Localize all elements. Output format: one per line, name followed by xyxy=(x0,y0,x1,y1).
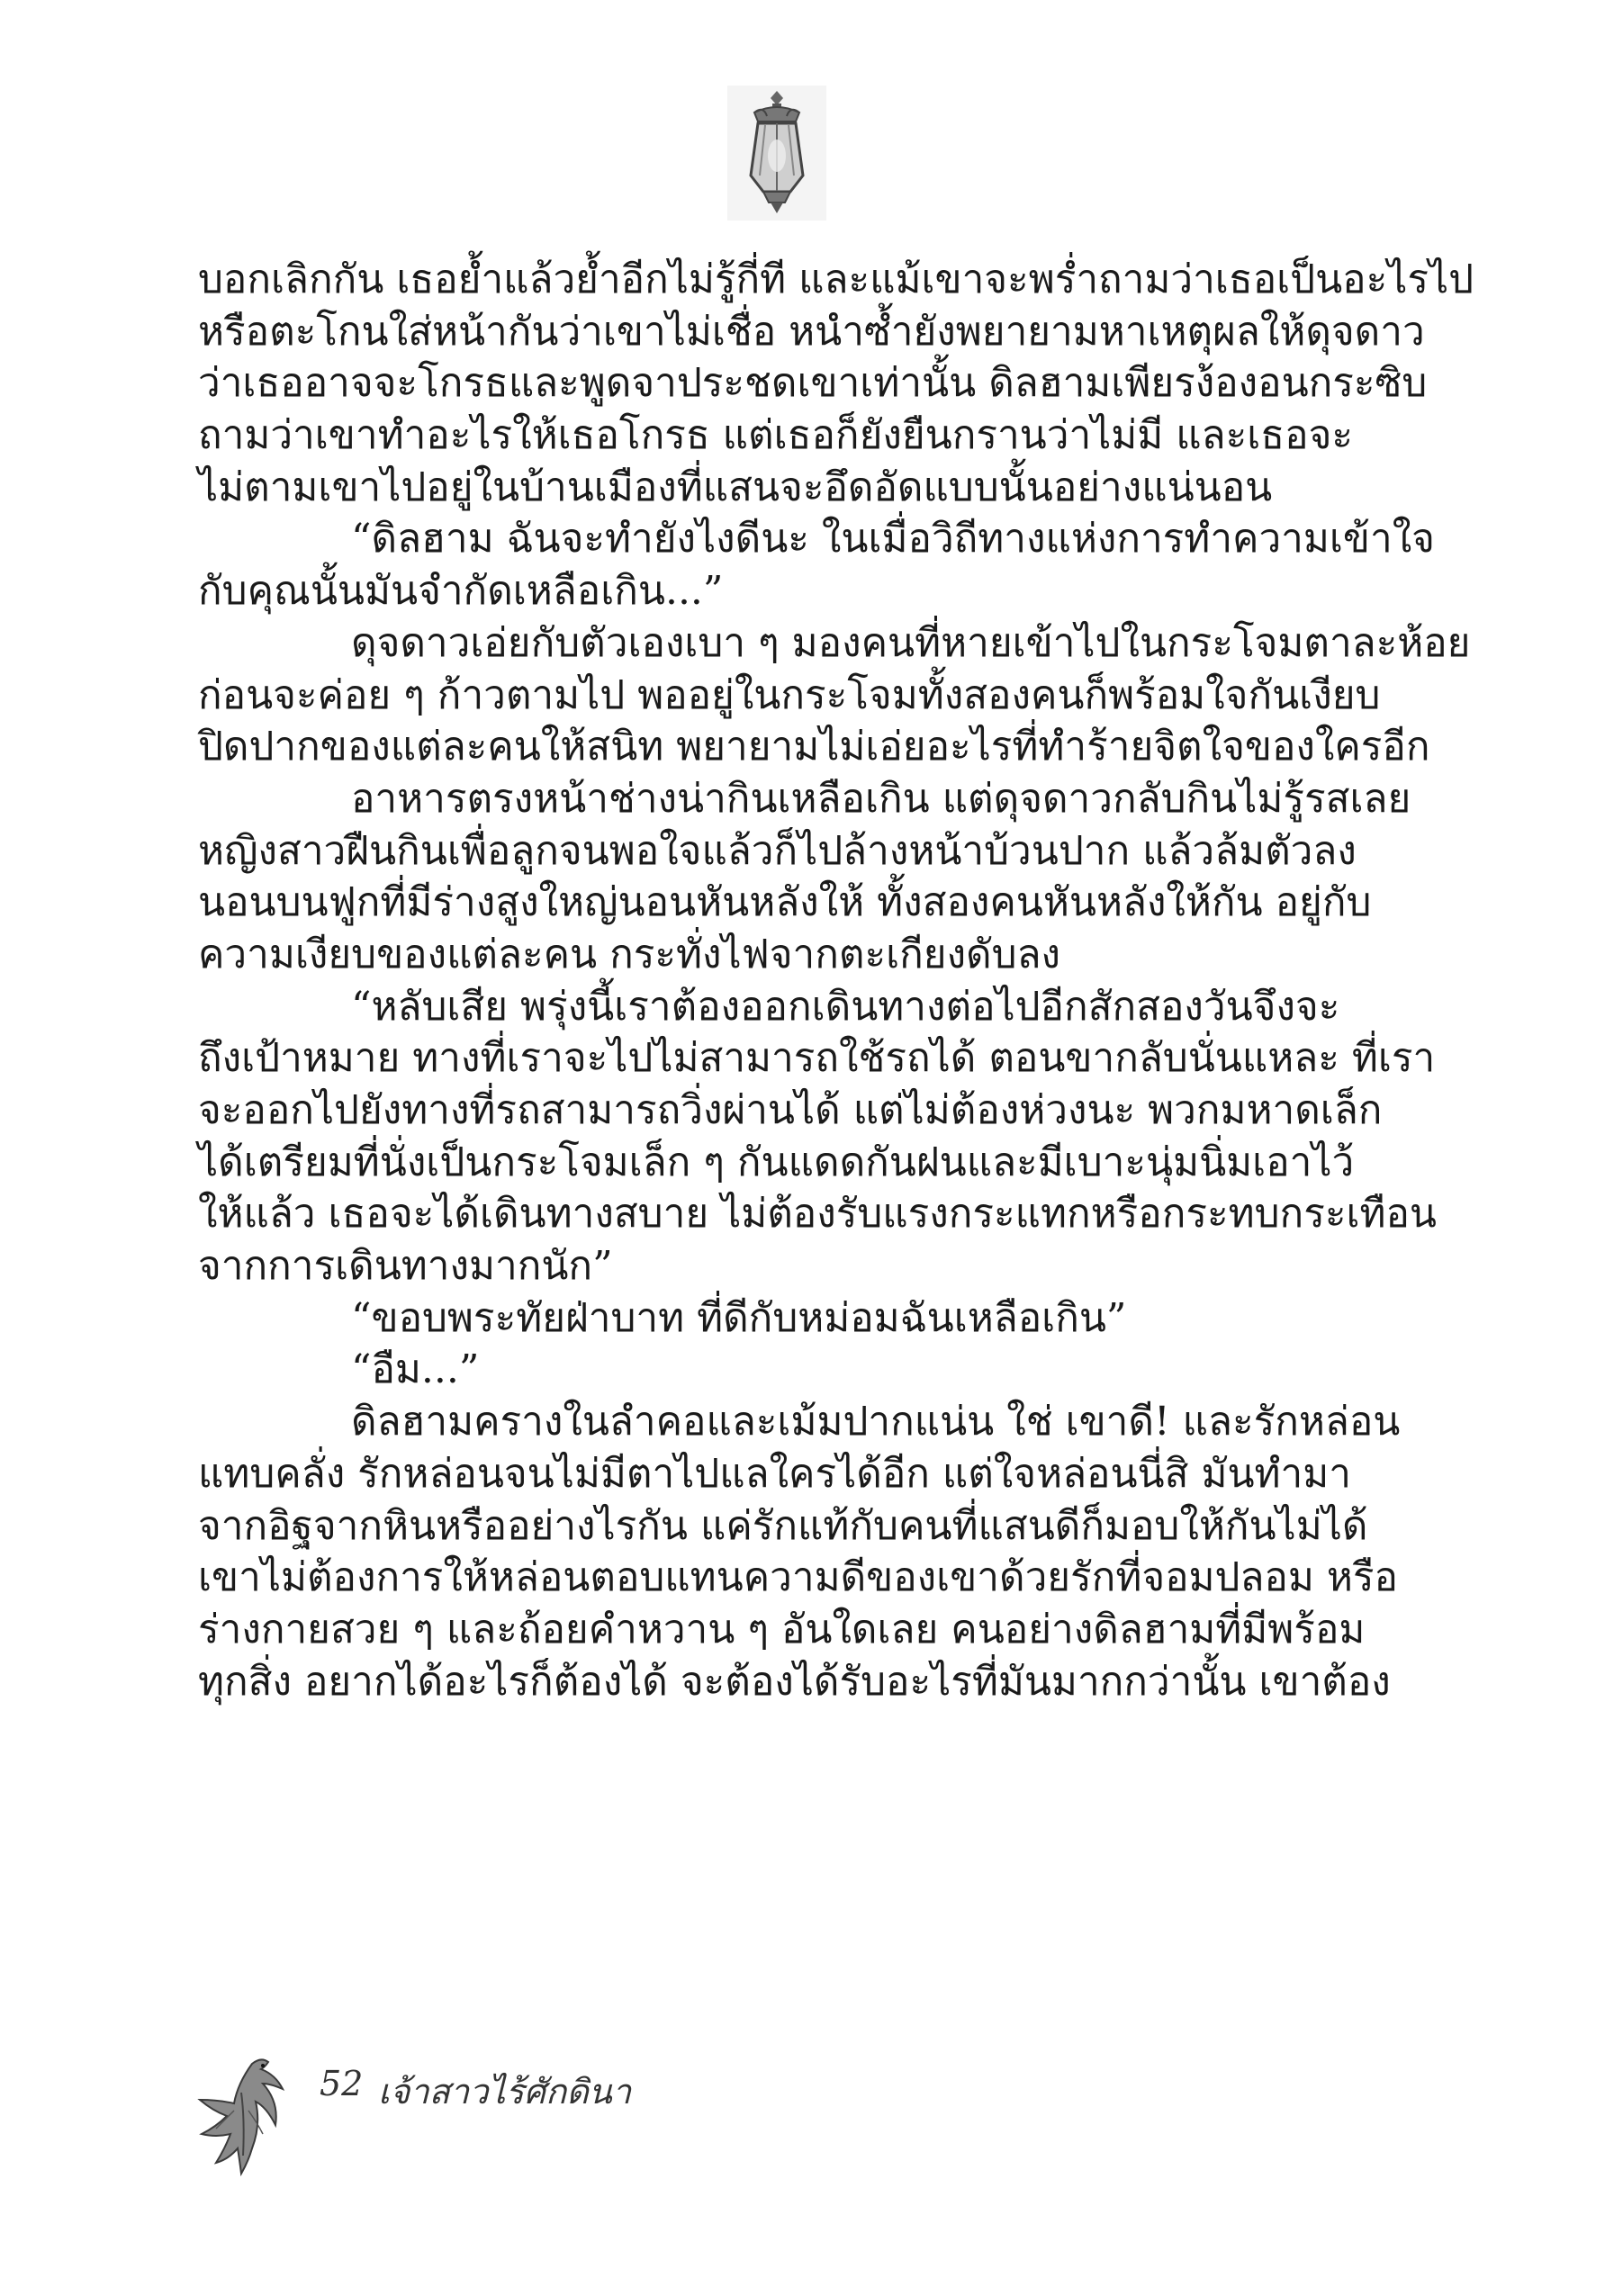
text-line: จะออกไปยังทางที่รถสามารถวิ่งผ่านได้ แต่ไม่ต้องห่วงนะ พวกมหาดเล็ก xyxy=(198,1087,1383,1133)
text-line: “หลับเสีย พรุ่งนี้เราต้องออกเดินทางต่อไปอีกสักสองวันจึงจะ xyxy=(351,983,1340,1030)
eagle-icon xyxy=(189,2048,297,2183)
text-line: ไม่ตามเขาไปอยู่ในบ้านเมืองที่แสนจะอึดอัดแบบนั้นอย่างแน่นอน xyxy=(198,464,1273,510)
text-line: ดุจดาวเอ่ยกับตัวเองเบา ๆ มองคนที่หายเข้าไปในกระโจมตาละห้อย xyxy=(351,619,1471,666)
text-line: ว่าเธออาจจะโกรธและพูดจาประชดเขาเท่านั้น ดิลฮามเพียรง้องอนกระซิบ xyxy=(198,360,1428,407)
text-line: อาหารตรงหน้าช่างน่ากินเหลือเกิน แต่ดุจดาวกลับกินไม่รู้รสเลย xyxy=(351,775,1411,822)
text-line: จากอิฐจากหินหรืออย่างไรกัน แค่รักแท้กับคนที่แสนดีก็มอบให้กันไม่ได้ xyxy=(198,1502,1368,1549)
page-number: 52 xyxy=(320,2064,364,2103)
page-footer xyxy=(189,2048,729,2183)
text-line: หรือตะโกนใส่หน้ากันว่าเขาไม่เชื่อ หนำซ้ำยังพยายามหาเหตุผลให้ดุจดาว xyxy=(198,308,1425,355)
text-line: แทบคลั่ง รักหล่อนจนไม่มีตาไปแลใครได้อีก แต่ใจหล่อนนี่สิ มันทำมา xyxy=(198,1450,1351,1497)
text-line: ได้เตรียมที่นั่งเป็นกระโจมเล็ก ๆ กันแดดกันฝนและมีเบาะนุ่มนิ่มเอาไว้ xyxy=(198,1139,1355,1185)
text-line: กับคุณนั้นมันจำกัดเหลือเกิน...” xyxy=(198,568,724,615)
lantern-icon xyxy=(727,86,826,221)
book-title: เจ้าสาวไร้ศักดินา xyxy=(378,2072,632,2111)
text-line: เขาไม่ต้องการให้หล่อนตอบแทนความดีของเขาด้วยรักที่จอมปลอม หรือ xyxy=(198,1554,1398,1601)
text-line: ให้แล้ว เธอจะได้เดินทางสบาย ไม่ต้องรับแรงกระแทกหรือกระทบกระเทือน xyxy=(198,1191,1438,1238)
text-line: ถามว่าเขาทำอะไรให้เธอโกรธ แต่เธอก็ยังยืนกรานว่าไม่มี และเธอจะ xyxy=(198,412,1353,459)
text-line: “อืม...” xyxy=(351,1346,480,1393)
text-line: ก่อนจะค่อย ๆ ก้าวตามไป พออยู่ในกระโจมทั้งสองคนก็พร้อมใจกันเงียบ xyxy=(198,671,1381,718)
text-line: ร่างกายสวย ๆ และถ้อยคำหวาน ๆ อันใดเลย คนอย่างดิลฮามที่มีพร้อม xyxy=(198,1606,1366,1652)
text-line: จากการเดินทางมากนัก” xyxy=(198,1243,613,1290)
text-line: ความเงียบของแต่ละคน กระทั่งไฟจากตะเกียงดับลง xyxy=(198,931,1061,977)
text-line: นอนบนฟูกที่มีร่างสูงใหญ่นอนหันหลังให้ ทั้งสองคนหันหลังให้กัน อยู่กับ xyxy=(198,879,1372,926)
text-line: บอกเลิกกัน เธอย้ำแล้วย้ำอีกไม่รู้กี่ที และแม้เขาจะพร่ำถามว่าเธอเป็นอะไรไป xyxy=(198,257,1474,302)
text-line: ปิดปากของแต่ละคนให้สนิท พยายามไม่เอ่ยอะไรที่ทำร้ายจิตใจของใครอีก xyxy=(198,724,1430,770)
text-line: “ขอบพระทัยฝ่าบาท ที่ดีกับหม่อมฉันเหลือเกิน” xyxy=(351,1294,1127,1341)
text-line: ถึงเป้าหมาย ทางที่เราจะไปไม่สามารถใช้รถได้ ตอนขากลับนั่นแหละ ที่เรา xyxy=(198,1035,1436,1082)
text-line: ดิลฮามครางในลำคอและเม้มปากแน่น ใช่ เขาดี! และรักหล่อน xyxy=(351,1399,1401,1445)
text-line: “ดิลฮาม ฉันจะทำยังไงดีนะ ในเมื่อวิถีทางแห่งการทำความเข้าใจ xyxy=(351,516,1435,563)
body-text xyxy=(198,254,1474,1707)
text-line: หญิงสาวฝืนกินเพื่อลูกจนพอใจแล้วก็ไปล้างหน้าบ้วนปาก แล้วล้มตัวลง xyxy=(198,827,1357,874)
text-line: ทุกสิ่ง อยากได้อะไรก็ต้องได้ จะต้องได้รับอะไรที่มันมากกว่านั้น เขาต้อง xyxy=(198,1658,1391,1705)
